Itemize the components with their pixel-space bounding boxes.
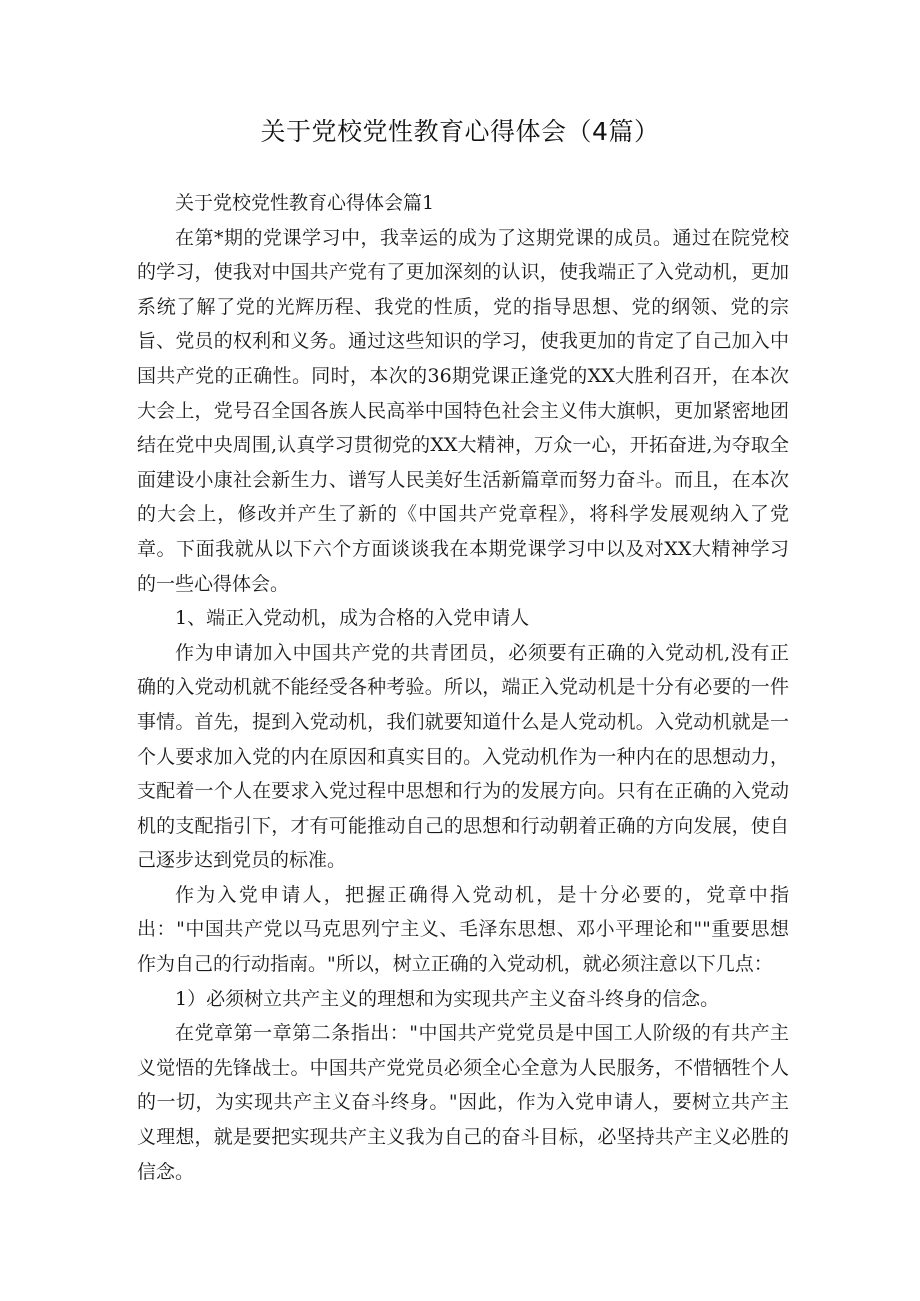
section-heading: 关于党校党性教育心得体会篇1 — [175, 192, 435, 214]
numbered-heading: 1、端正入党动机，成为合格的入党申请人 — [175, 607, 530, 630]
numbered-subheading: 1）必须树立共产主义的理想和为实现共产主义奋斗终身的信念。 — [175, 987, 720, 1010]
document-title: 关于党校党性教育心得体会（4篇） — [260, 117, 660, 146]
body-paragraph: 在第*期的党课学习中，我幸运的成为了这期党课的成员。通过在院党校的学习，使我对中国共产党有了更加深刻的认识，使我端正了入党动机，更加系统了解了党的光辉历程、我党的性质，党的指导思想、党的纲领、党的宗旨、党员的权利和义务。通过这些知识的学习，使我更加的肯定了自己加入中国共产党的正确性。同时，本次的36期党课正逢党的XX大胜利召开，在本次大会上，党号召全国各族人民高举中国特色社会主义伟大旗帜，更加紧密地团结在党中央周围,认真学习贯彻党的XX大精神，万众一心，开拓奋进,为夺取全面建设小康社会新生力、谱写人民美好生活新篇章而努力奋斗。而且，在本次的大会上，修改并产生了新的《中国共产党章程》，将科学发展观纳入了党章。下面我就从以下六个方面谈谈我在本期党课学习中以及对XX大精神学习的一些心得体会。 — [137, 226, 789, 595]
body-paragraph: 作为申请加入中国共产党的共青团员，必须要有正确的入党动机,没有正确的入党动机就不能经受各种考验。所以，端正入党动机是十分有必要的一件事情。首先，提到入党动机，我们就要知道什么是人党动机。入党动机就是一个人要求加入党的内在原因和真实目的。入党动机作为一种内在的思想动力，支配着一个人在要求入党过程中思想和行为的发展方向。只有在正确的入党动机的支配指引下，才有可能推动自己的思想和行动朝着正确的方向发展，使自己逐步达到党员的标准。 — [137, 641, 789, 872]
body-paragraph: 作为入党申请人，把握正确得入党动机，是十分必要的，党章中指出："中国共产党以马克思列宁主义、毛泽东思想、邓小平理论和""重要思想作为自己的行动指南。"所以，树立正确的入党动机，就必须注意以下几点： — [137, 883, 789, 976]
document-body — [137, 186, 789, 1189]
body-paragraph: 在党章第一章第二条指出："中国共产党党员是中国工人阶级的有共产主义觉悟的先锋战士。中国共产党党员必须全心全意为人民服务，不惜牺牲个人的一切，为实现共产主义奋斗终身。"因此，作为入党申请人，要树立共产主义理想，就是要把实现共产主义我为自己的奋斗目标，必坚持共产主义必胜的信念。 — [137, 1022, 789, 1183]
